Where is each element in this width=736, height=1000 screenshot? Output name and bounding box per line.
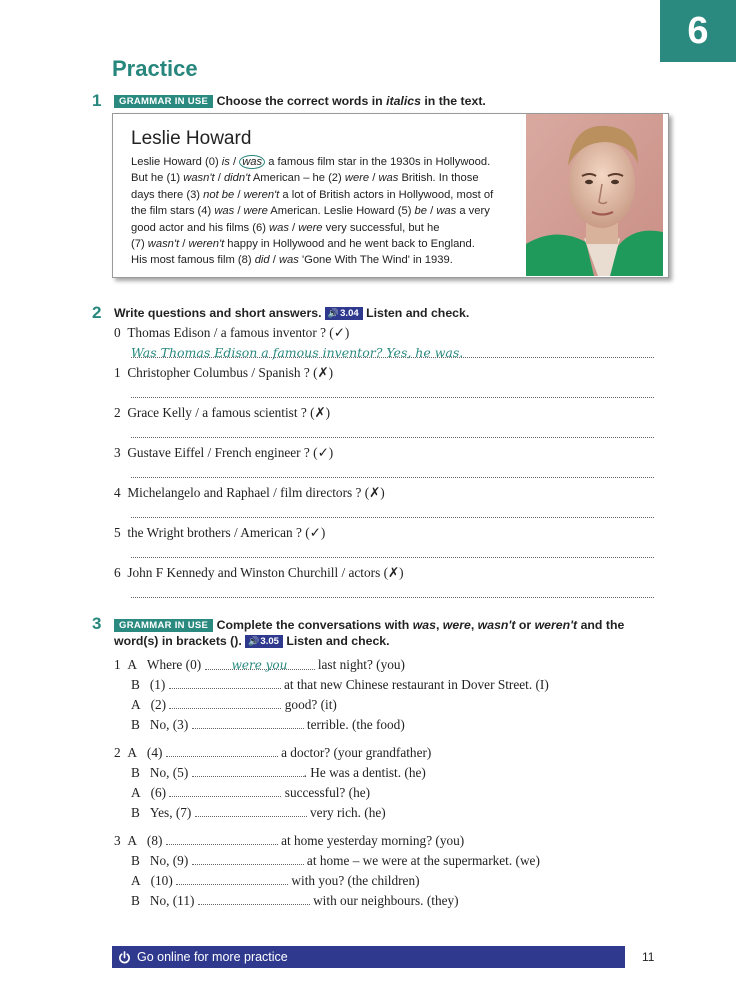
answer-blank[interactable] [192, 853, 304, 865]
answer-line[interactable] [131, 597, 654, 598]
answer-blank[interactable] [198, 893, 310, 905]
answer-blank[interactable] [176, 873, 288, 885]
dialogue-line: B Yes, (7) very rich. (he) [131, 805, 386, 820]
question-item: 2 Grace Kelly / a famous scientist ? (✗) [114, 405, 331, 420]
answer-blank[interactable] [192, 765, 304, 777]
question-item: 5 the Wright brothers / American ? (✓) [114, 525, 326, 540]
exercise-1-number: 1 [92, 91, 102, 110]
exercise-2-number: 2 [92, 303, 102, 322]
example-answer: Was Thomas Edison a famous inventor? Yes, he was. [131, 345, 464, 360]
power-icon [118, 951, 131, 964]
answer-blank[interactable] [166, 833, 278, 845]
text-title: Leslie Howard [131, 128, 252, 149]
dialogue-line: A (10) with you? (the children) [131, 873, 420, 888]
question-item: 0 Thomas Edison / a famous inventor ? (✓) [114, 325, 350, 340]
page-title: Practice [112, 56, 198, 81]
dialogue-line: 3 A (8) at home yesterday morning? (you) [114, 833, 465, 848]
answer-line[interactable] [131, 397, 654, 398]
answer-blank[interactable] [195, 805, 307, 817]
answer-blank[interactable] [169, 785, 281, 797]
answer-line[interactable] [131, 557, 654, 558]
circled-answer: was [239, 155, 265, 169]
answer-blank[interactable] [166, 745, 278, 757]
exercise-3-instruction: GRAMMAR IN USE Complete the conversations with was, were, wasn't or weren't and the [114, 618, 624, 632]
online-practice-banner[interactable] [112, 946, 625, 968]
online-practice-text: Go online for more practice [137, 950, 288, 964]
answer-blank[interactable] [192, 717, 304, 729]
dialogue-line: B No, (11) with our neighbours. (they) [131, 893, 459, 908]
speaker-icon: 🔊 [327, 308, 340, 318]
dialogue-line: 2 A (4) a doctor? (your grandfather) [114, 745, 432, 760]
exercise-1-instruction: GRAMMAR IN USE Choose the correct words in italics in the text. [114, 94, 486, 108]
unit-number-tab: 6 [660, 0, 736, 62]
dialogue-line: B No, (5) . He was a dentist. (he) [131, 765, 426, 780]
answer-line[interactable] [131, 437, 654, 438]
dialogue-line: B No, (9) at home – we were at the supermarket. (we) [131, 853, 540, 868]
dialogue-line: B No, (3) terrible. (the food) [131, 717, 405, 732]
question-item: 1 Christopher Columbus / Spanish ? (✗) [114, 365, 334, 380]
exercise-3-instruction-line2: word(s) in brackets (). 🔊3.05 Listen and check. [114, 634, 390, 648]
answer-blank[interactable] [169, 697, 281, 709]
exercise-2-instruction: Write questions and short answers. 🔊3.04 Listen and check. [114, 306, 470, 320]
answer-line[interactable] [131, 477, 654, 478]
dialogue-line: A (2) good? (it) [131, 697, 337, 712]
grammar-in-use-badge: GRAMMAR IN USE [114, 95, 213, 108]
answer-line[interactable] [131, 517, 654, 518]
answer-blank[interactable]: were you [205, 658, 315, 670]
question-item: 4 Michelangelo and Raphael / film directors ? (✗) [114, 485, 385, 500]
answer-line[interactable] [131, 357, 654, 358]
reading-text-box [112, 113, 669, 278]
exercise-3-number: 3 [92, 614, 102, 633]
dialogue-line: 1 A Where (0) were you last night? (you) [114, 657, 405, 672]
grammar-in-use-badge: GRAMMAR IN USE [114, 619, 213, 632]
dialogue-line: B (1) at that new Chinese restaurant in Dover Street. (I) [131, 677, 549, 692]
answer-blank[interactable] [169, 677, 281, 689]
question-item: 6 John F Kennedy and Winston Churchill / actors (✗) [114, 565, 404, 580]
audio-track-badge[interactable]: 🔊3.05 [245, 635, 283, 648]
question-item: 3 Gustave Eiffel / French engineer ? (✓) [114, 445, 334, 460]
portrait-photo [526, 114, 663, 276]
text-body: Leslie Howard (0) is / was a famous film star in the 1930s in Hollywood. But he (1) wasn't / didn't American – he (2) were / was British. In those days there (3) not be / weren't a lot of British actors in Hollywood, most of the film stars (4) was / were American. Leslie Howard (5) be / was a very good actor and his films (6) was / were very successful, but he (7) wasn't / weren't happy in Hollywood and he went back to England. His most famous film (8) did / was 'Gone With The Wind' in 1939. [131, 156, 494, 267]
dialogue-line: A (6) successful? (he) [131, 785, 371, 800]
speaker-icon: 🔊 [248, 636, 260, 646]
page-number: 11 [642, 950, 655, 964]
audio-track-badge[interactable]: 🔊3.04 [325, 307, 363, 320]
